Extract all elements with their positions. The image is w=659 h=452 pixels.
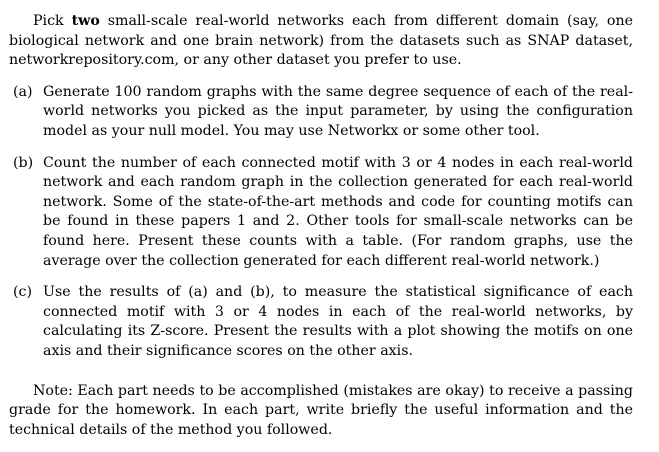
item-text: Count the number of each connected motif with 3 or 4 nodes in each real-world network and each random graph in the collection generated for each real-world network. Some of the state-of-the-art methods and code for counting motifs can be found in these papers 1 and 2. Other tools for small-scale networks can be found here. Present these counts with a table. (For random graphs, use the average over the collection generated for each different real-world network.) <box>43 154 633 269</box>
list-item-c <box>9 283 633 361</box>
note-paragraph: Note: Each part needs to be accomplished (mistakes are okay) to receive a passing grade for the homework. In each part, write briefly the useful information and the technical details of the method you followed. <box>9 382 633 438</box>
intro-text-start: Pick <box>33 13 72 29</box>
intro-paragraph <box>9 12 633 71</box>
list-item-a <box>9 83 633 142</box>
list-item-b <box>9 154 633 272</box>
item-label: (a) <box>13 83 33 100</box>
item-text: Generate 100 random graphs with the same degree sequence of each of the real-world networks you picked as the input parameter, by using the configuration model as your null model. You may use Networkx or some other tool. <box>43 83 633 139</box>
item-label: (c) <box>13 284 33 301</box>
intro-bold-word: two <box>71 13 100 29</box>
item-text: Use the results of (a) and (b), to measure the statistical significance of each connected motif with 3 or 4 nodes in each of the real-world networks, by calculating its Z-score. Present the results with a plot showing the motifs on one axis and their significance scores on the other axis. <box>43 284 633 359</box>
item-label: (b) <box>13 154 34 171</box>
intro-text-end: small-scale real-world networks each from different domain (say, one biological network and one brain network) from the datasets such as SNAP dataset, networkrepository.com, or any other dataset you prefer to use. <box>9 13 634 69</box>
